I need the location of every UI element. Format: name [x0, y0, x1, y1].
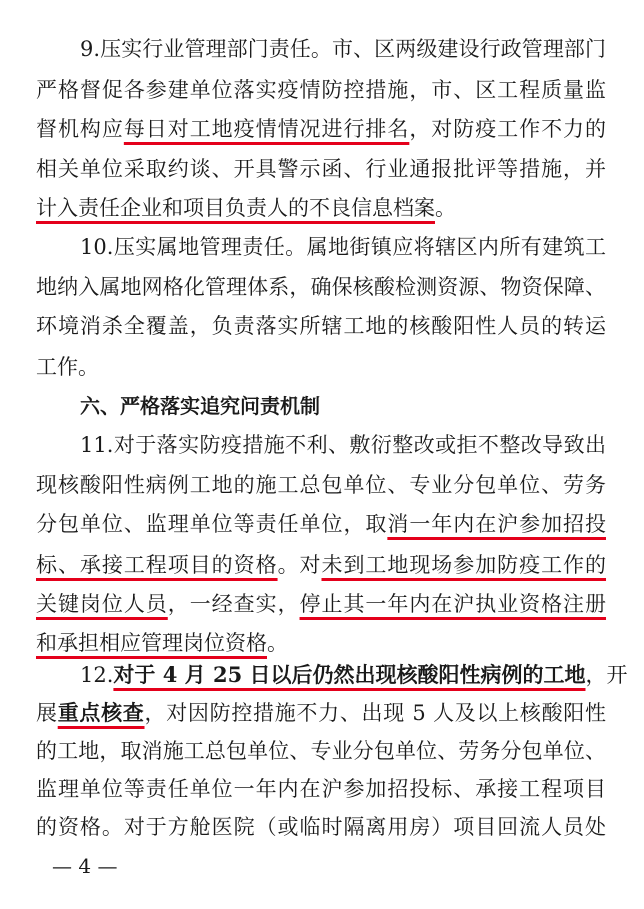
- underlined-phrase: 标、承接工程项目的资格: [36, 553, 278, 577]
- p9-line-5: [36, 192, 606, 224]
- p11-line-4-text-b: 。对: [277, 553, 322, 577]
- underlined-phrase: 重点核查: [57, 700, 145, 725]
- page-number: — 4 —: [52, 854, 118, 878]
- p9-line-4: 相关单位采取约谈、开具警示函、行业通报批评等措施，并: [36, 157, 606, 181]
- section-heading: 六、严格落实追究问责机制: [80, 394, 320, 418]
- p12-line-3: 的工地，取消施工总包单位、专业分包单位、劳务分包单位、: [36, 739, 606, 763]
- p11-line-6: [36, 627, 606, 659]
- underlined-phrase: 每日对工地疫情情况进行排名: [123, 117, 410, 141]
- p9-line-3: [36, 113, 606, 145]
- p12-line-2: [36, 697, 606, 729]
- underlined-phrase: 未到工地现场参加防疫工作的: [321, 553, 607, 577]
- p11-line-3: [36, 508, 606, 540]
- p9-line-3-text-b: ，对防疫工作不力的: [409, 117, 607, 141]
- p12-line-5: 的资格。对于方舱医院（或临时隔离用房）项目回流人员处: [36, 815, 606, 839]
- p11-line-5: [36, 588, 606, 620]
- p11-line-6-text-b: 。: [267, 631, 288, 655]
- p11-line-1: 11.对于落实防疫措施不利、敷衍整改或拒不整改导致出: [80, 433, 606, 457]
- p9-line-2: 严格督促各参建单位落实疫情防控措施，市、区工程质量监: [36, 78, 606, 102]
- p12-line-1-text-a: 12.: [80, 663, 114, 687]
- underlined-phrase: 停止其一年内在沪执业资格注册: [299, 592, 607, 616]
- p10-line-2: 地纳入属地网格化管理体系，确保核酸检测资源、物资保障、: [36, 275, 606, 299]
- p11-line-3-text-a: 分包单位、监理单位等责任单位，取: [36, 512, 388, 536]
- p12-line-2-text-a: 展: [36, 701, 58, 725]
- p9-line-1: 9.压实行业管理部门责任。市、区两级建设行政管理部门: [80, 37, 606, 61]
- p11-line-5-text-b: ，一经查实，: [167, 592, 300, 616]
- underlined-phrase: 关键岗位人员: [36, 592, 168, 616]
- p11-line-2: 现核酸阳性病例工地的施工总包单位、专业分包单位、劳务: [36, 473, 606, 497]
- underlined-phrase: 计入责任企业和项目负责人的不良信息档案: [36, 196, 435, 220]
- p10-line-1: 10.压实属地管理责任。属地街镇应将辖区内所有建筑工: [80, 235, 606, 259]
- underlined-phrase: 和承担相应管理岗位资格: [36, 631, 267, 655]
- p12-line-2-text-b: ，对因防控措施不力、出现 5 人及以上核酸阳性: [144, 701, 606, 725]
- p12-line-1: [80, 659, 628, 691]
- underlined-phrase: 对于 4 月 25 日以后仍然出现核酸阳性病例的工地: [113, 662, 586, 687]
- p10-line-3: 环境消杀全覆盖，负责落实所辖工地的核酸阳性人员的转运: [36, 314, 606, 338]
- p10-line-4: 工作。: [36, 355, 99, 379]
- p9-line-3-text-a: 督机构应: [36, 117, 124, 141]
- p9-line-5-text-b: 。: [435, 196, 456, 220]
- p12-line-1-text-b: ，开: [585, 663, 628, 687]
- p12-line-4: 监理单位等责任单位一年内在沪参加招投标、承接工程项目: [36, 777, 606, 801]
- p11-line-4: [36, 549, 606, 581]
- underlined-phrase: 消一年内在沪参加招投: [387, 512, 606, 536]
